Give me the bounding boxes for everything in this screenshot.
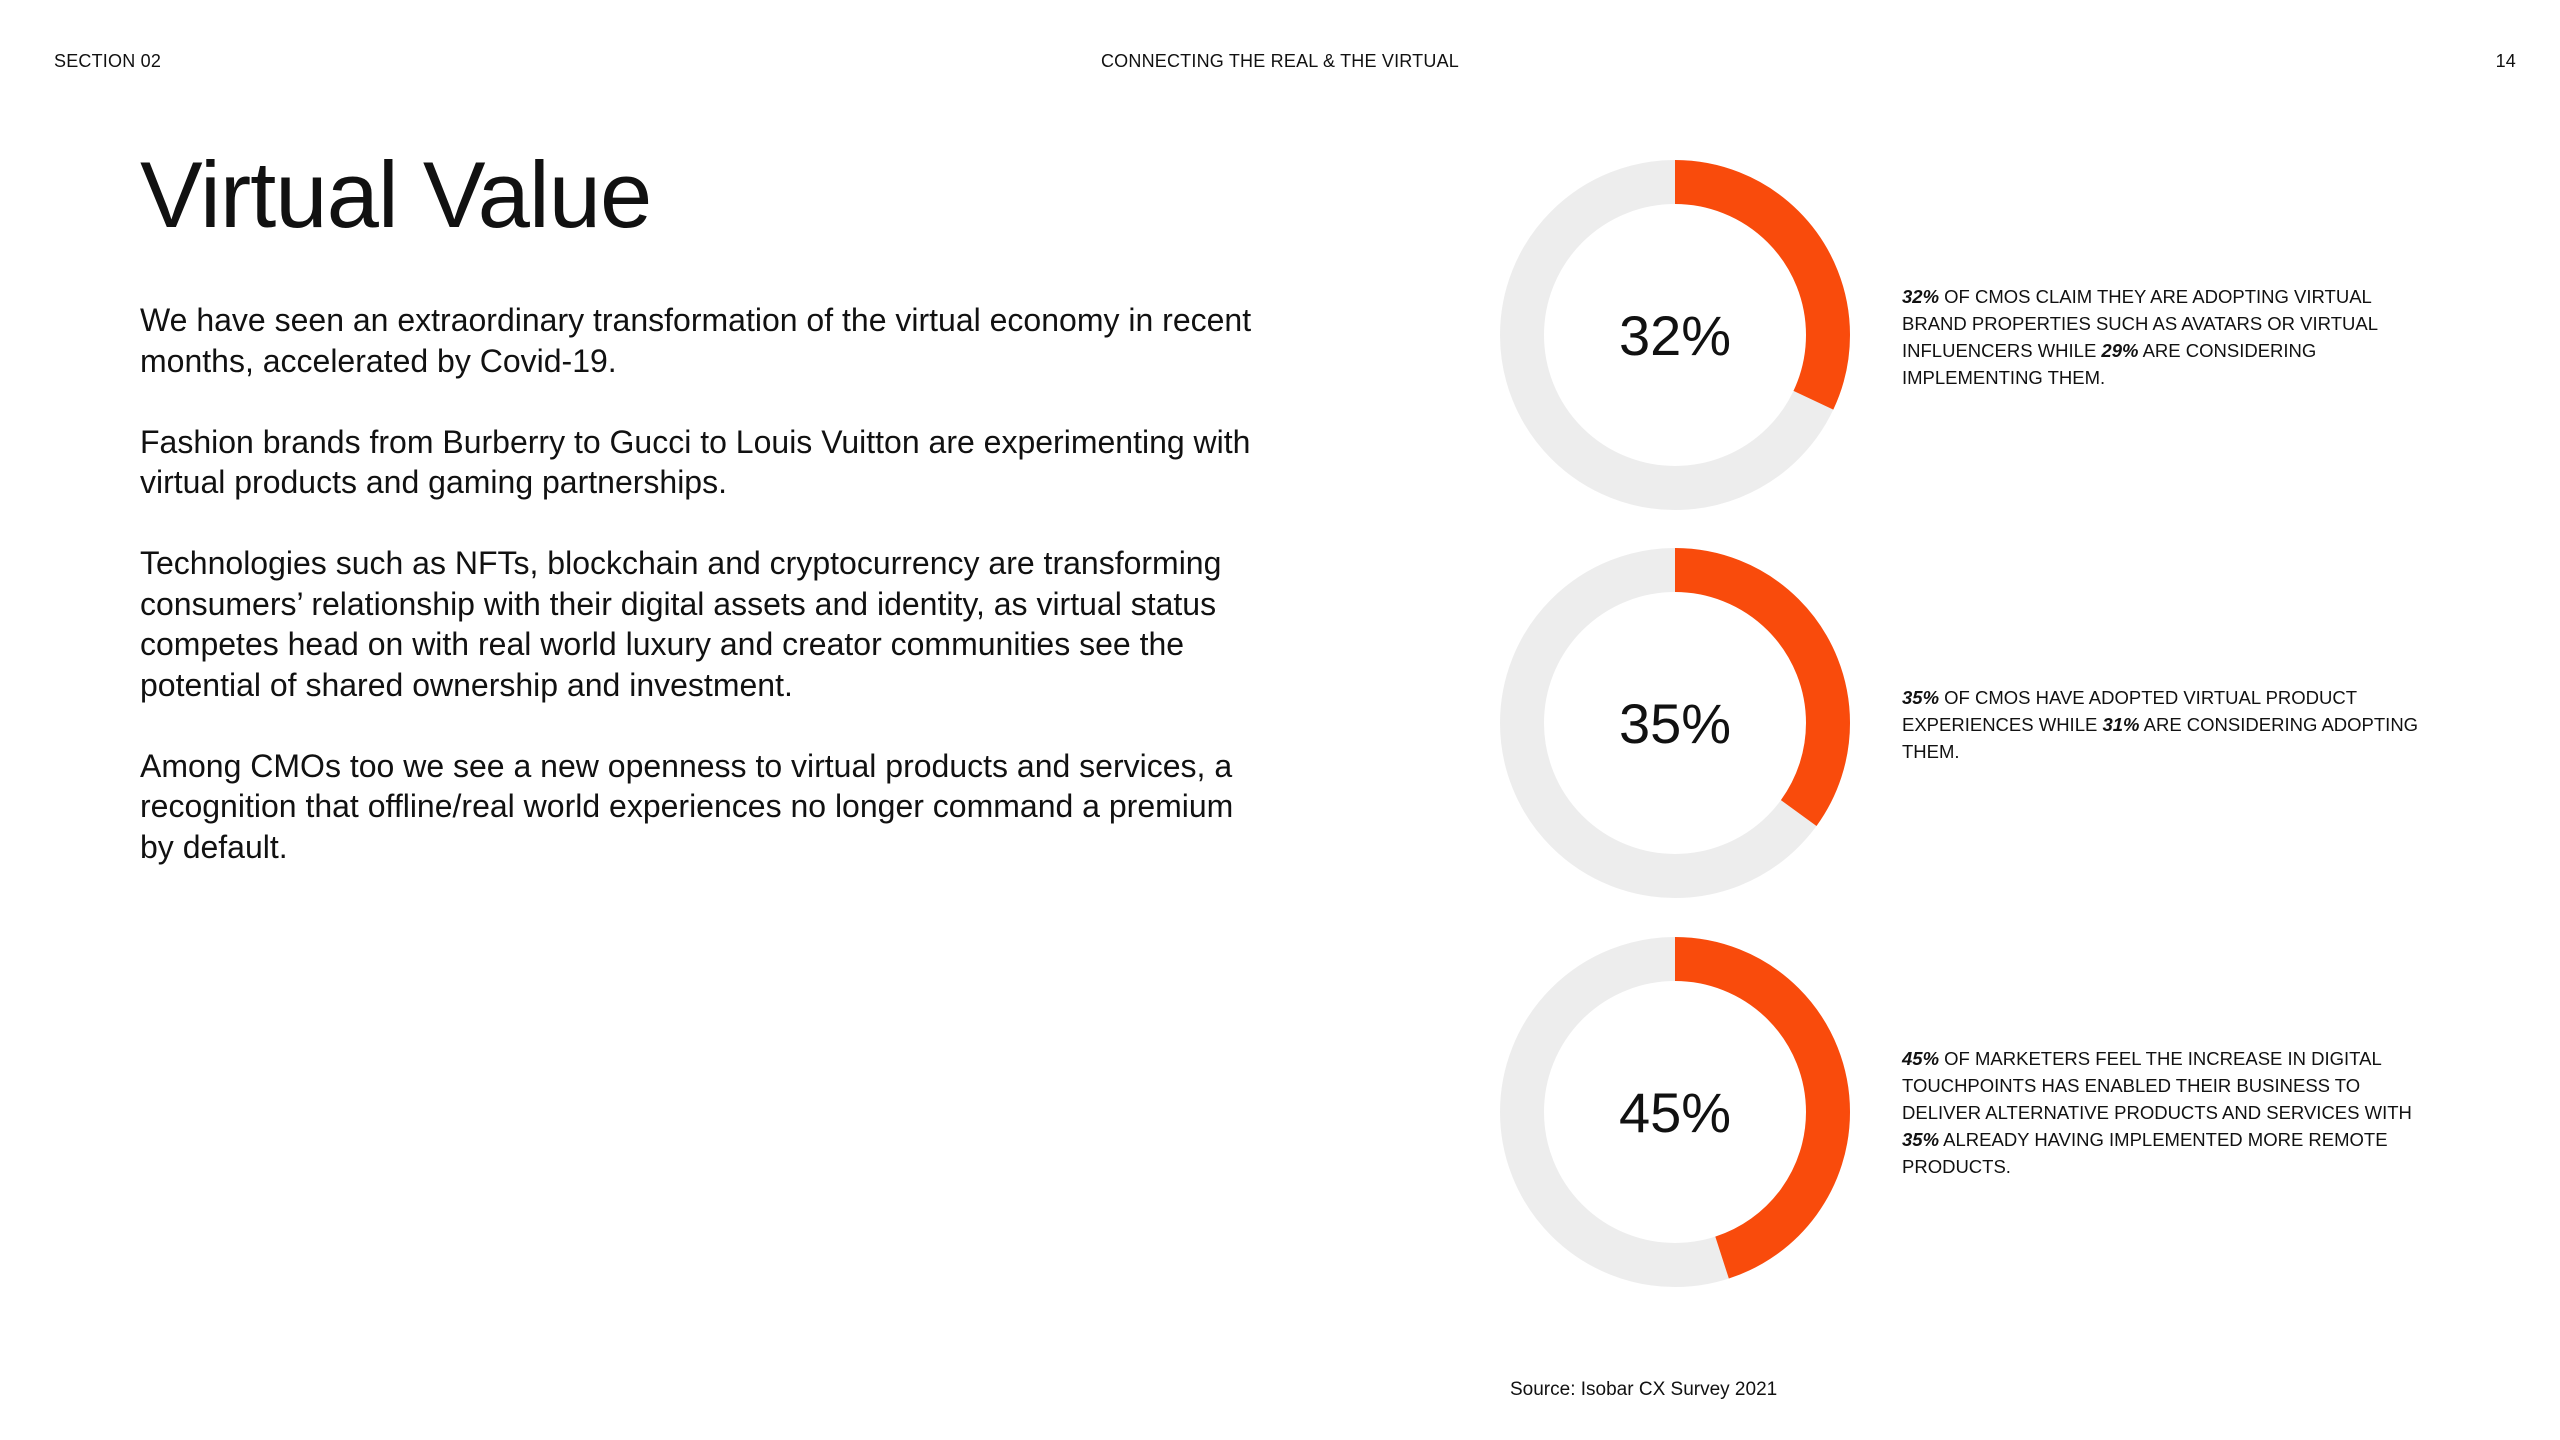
stat-description <box>1902 283 2422 391</box>
section-label: SECTION 02 <box>54 51 162 71</box>
stat-text-run: OF CMOS CLAIM THEY ARE ADOPTING VIRTUAL BRAND PROPERTIES SUCH AS AVATARS OR VIRTUAL INFLUENCERS WHILE <box>1902 286 2378 361</box>
body-paragraph: Technologies such as NFTs, blockchain and cryptocurrency are transforming consumers’ relationship with their digital assets and identity, as virtual status competes head on with real world luxury and creator communities see the potential of shared ownership and investment. <box>140 545 1222 703</box>
stat-highlight-value: 35% <box>1902 687 1940 708</box>
stat-highlight-value: 45% <box>1902 1048 1940 1069</box>
donut-percent-label: 45% <box>1618 1080 1732 1144</box>
stat-text-run: ARE CONSIDERING IMPLEMENTING THEM. <box>1902 340 2317 388</box>
stat-description <box>1902 684 2422 765</box>
body-paragraph: Fashion brands from Burberry to Gucci to Louis Vuitton are experimenting with virtual products and gaming partnerships. <box>140 423 1251 500</box>
donut-percent-label: 32% <box>1618 303 1732 367</box>
stat-text-run: OF CMOS HAVE ADOPTED VIRTUAL PRODUCT EXPERIENCES WHILE <box>1902 687 2357 735</box>
stat-highlight-value: 29% <box>2101 340 2139 361</box>
stat-highlight-value: 32% <box>1902 286 1940 307</box>
donut-percent-label: 35% <box>1618 691 1732 755</box>
page-title: Virtual Value <box>140 142 652 247</box>
document-section-title: CONNECTING THE REAL & THE VIRTUAL <box>1100 51 1459 71</box>
source-citation: Source: Isobar CX Survey 2021 <box>1510 1379 1778 1400</box>
stat-text-run: OF MARKETERS FEEL THE INCREASE IN DIGITAL TOUCHPOINTS HAS ENABLED THEIR BUSINESS TO DELIVER ALTERNATIVE PRODUCTS AND SERVICES WITH <box>1902 1048 2412 1123</box>
donut-chart-45 <box>1500 937 1850 1287</box>
stat-highlight-value: 31% <box>2102 714 2140 735</box>
donut-chart-32 <box>1500 160 1850 510</box>
body-paragraph: Among CMOs too we see a new openness to virtual products and services, a recognition that offline/real world experiences no longer command a premium by default. <box>140 747 1234 865</box>
body-paragraph: We have seen an extraordinary transformation of the virtual economy in recent months, accelerated by Covid-19. <box>140 302 1252 379</box>
page-number: 14 <box>2495 51 2516 71</box>
stat-description <box>1902 1045 2422 1180</box>
stat-highlight-value: 35% <box>1902 1129 1940 1150</box>
stat-text-run: ARE CONSIDERING ADOPTING THEM. <box>1902 714 2419 762</box>
donut-chart-35 <box>1500 548 1850 898</box>
body-copy <box>140 300 1270 908</box>
stat-text-run: ALREADY HAVING IMPLEMENTED MORE REMOTE PRODUCTS. <box>1902 1129 2388 1177</box>
